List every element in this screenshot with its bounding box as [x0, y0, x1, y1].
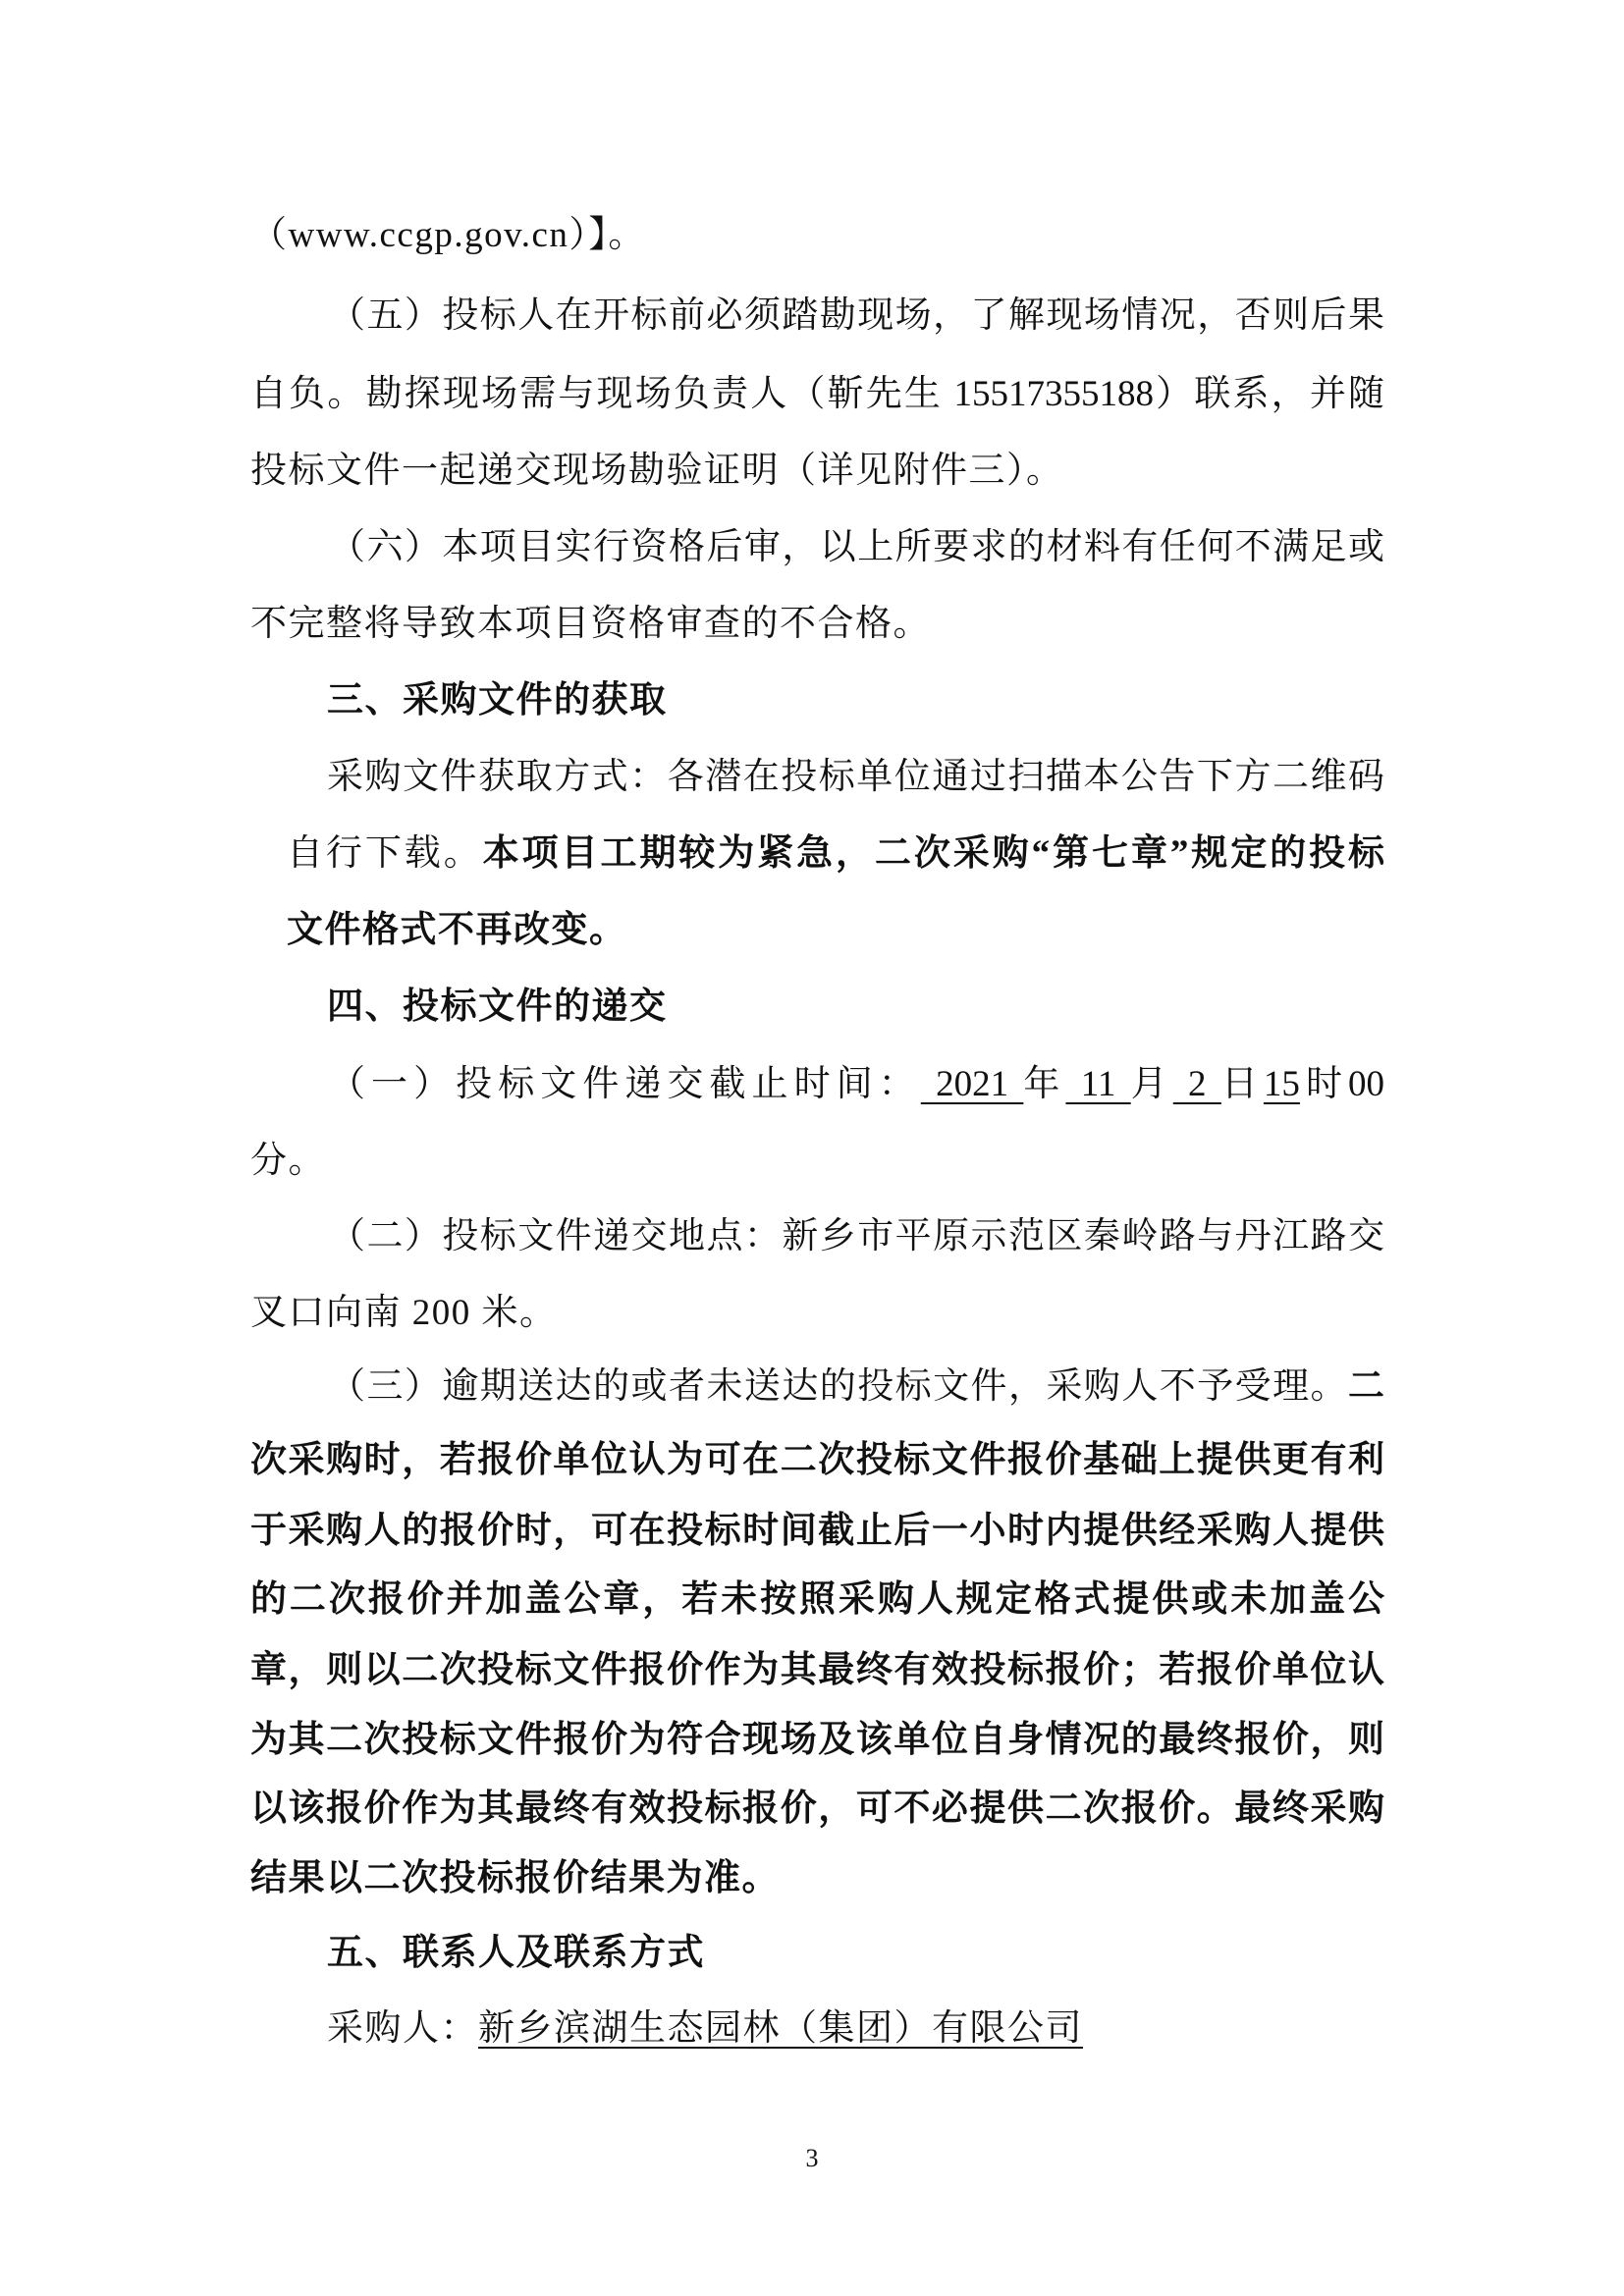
bold-notice-text: 于采购人的报价时，可在投标时间截止后一小时内提供经采购人提供	[250, 1511, 1384, 1551]
day-unit: 日	[1220, 1064, 1264, 1104]
paragraph-three-line-4	[250, 1575, 1384, 1626]
deadline-day: 2	[1172, 1064, 1221, 1104]
bold-notice-text: 为其二次投标文件报价为符合现场及该单位自身情况的最终报价，则	[250, 1720, 1384, 1760]
paragraph-five-line-2	[250, 369, 1384, 420]
line-text: 不完整将导致本项目资格审查的不合格。	[250, 604, 931, 644]
bold-notice-text: 文件格式不再改变。	[287, 910, 627, 950]
bold-notice-text: 本项目工期较为紧急，二次采购“第七章”规定的投标	[482, 833, 1385, 874]
bold-notice-text: 的二次报价并加盖公章，若未按照采购人规定格式提供或未加盖公	[250, 1579, 1384, 1620]
paragraph-six-line-2	[250, 599, 931, 650]
paragraph-five-line-3	[250, 446, 1064, 497]
year-unit: 年	[1023, 1064, 1066, 1104]
line-text: 自负。勘探现场需与现场负责人（靳先生 15517355188）联系，并随	[250, 374, 1384, 414]
purchaser-line	[327, 2003, 1083, 2055]
deadline-year: 2021	[920, 1064, 1024, 1104]
paragraph-three-line-3	[250, 1506, 1384, 1557]
bold-notice-text: 结果以二次投标报价结果为准。	[250, 1858, 780, 1898]
deadline-month: 11	[1065, 1064, 1131, 1104]
month-unit: 月	[1130, 1064, 1173, 1104]
line-text: （五）投标人在开标前必须踏勘现场，了解现场情况，否则后果	[329, 295, 1384, 336]
purchaser-name: 新乡滨湖生态园林（集团）有限公司	[478, 2008, 1083, 2049]
bold-notice-text: 章，则以二次投标文件报价作为其最终有效投标报价；若报价单位认	[250, 1650, 1384, 1690]
paragraph-three-line-1	[329, 1362, 1384, 1413]
line-text: 采购文件获取方式：各潜在投标单位通过扫描本公告下方二维码	[327, 757, 1384, 797]
bold-notice-text: 以该报价作为其最终有效投标报价，可不必提供二次报价。最终采购	[250, 1789, 1384, 1829]
deadline-line-2	[250, 1136, 326, 1187]
line-text: 分。	[250, 1141, 326, 1181]
section-heading-four	[327, 982, 668, 1033]
section-heading-five	[327, 1928, 705, 1979]
purchaser-label: 采购人：	[327, 2008, 478, 2049]
paragraph-three-line-7	[250, 1784, 1384, 1835]
section-heading-three	[327, 675, 668, 726]
line-text: （www.ccgp.gov.cn）】。	[250, 215, 646, 255]
acquisition-line-1	[327, 752, 1384, 803]
heading-text: 五、联系人及联系方式	[327, 1933, 705, 1973]
hour-unit: 时	[1299, 1064, 1349, 1104]
line-text: （六）本项目实行资格后审，以上所要求的材料有任何不满足或	[329, 527, 1384, 567]
paragraph-six-line-1	[329, 522, 1384, 573]
heading-text: 三、采购文件的获取	[327, 680, 668, 721]
paragraph-three-line-2	[250, 1435, 1384, 1486]
deadline-hour: 15	[1263, 1064, 1300, 1104]
line-text: 自行下载。	[287, 833, 483, 874]
paragraph-three-line-8	[250, 1853, 780, 1904]
acquisition-line-2	[287, 828, 1384, 880]
url-line	[250, 210, 646, 261]
line-text: 叉口向南 200 米。	[250, 1293, 558, 1333]
deadline-minute: 00	[1348, 1064, 1385, 1104]
deadline-label: （一）投标文件递交截止时间：	[329, 1064, 921, 1104]
paragraph-five-line-1	[329, 291, 1384, 342]
page-number: 3	[805, 2144, 819, 2172]
acquisition-line-3	[287, 905, 627, 956]
line-text: 投标文件一起递交现场勘验证明（详见附件三）。	[250, 451, 1064, 491]
paragraph-three-line-6	[250, 1715, 1384, 1766]
deadline-line	[329, 1059, 1384, 1110]
location-line-2	[250, 1288, 558, 1339]
line-text: （三）逾期送达的或者未送达的投标文件，采购人不予受理。	[329, 1366, 1348, 1407]
bold-notice-text: 二	[1348, 1366, 1384, 1407]
paragraph-three-line-5	[250, 1645, 1384, 1696]
line-text: （二）投标文件递交地点：新乡市平原示范区秦岭路与丹江路交	[329, 1216, 1384, 1256]
location-line-1	[329, 1211, 1384, 1262]
heading-text: 四、投标文件的递交	[327, 987, 668, 1027]
bold-notice-text: 次采购时，若报价单位认为可在二次投标文件报价基础上提供更有利	[250, 1440, 1384, 1480]
